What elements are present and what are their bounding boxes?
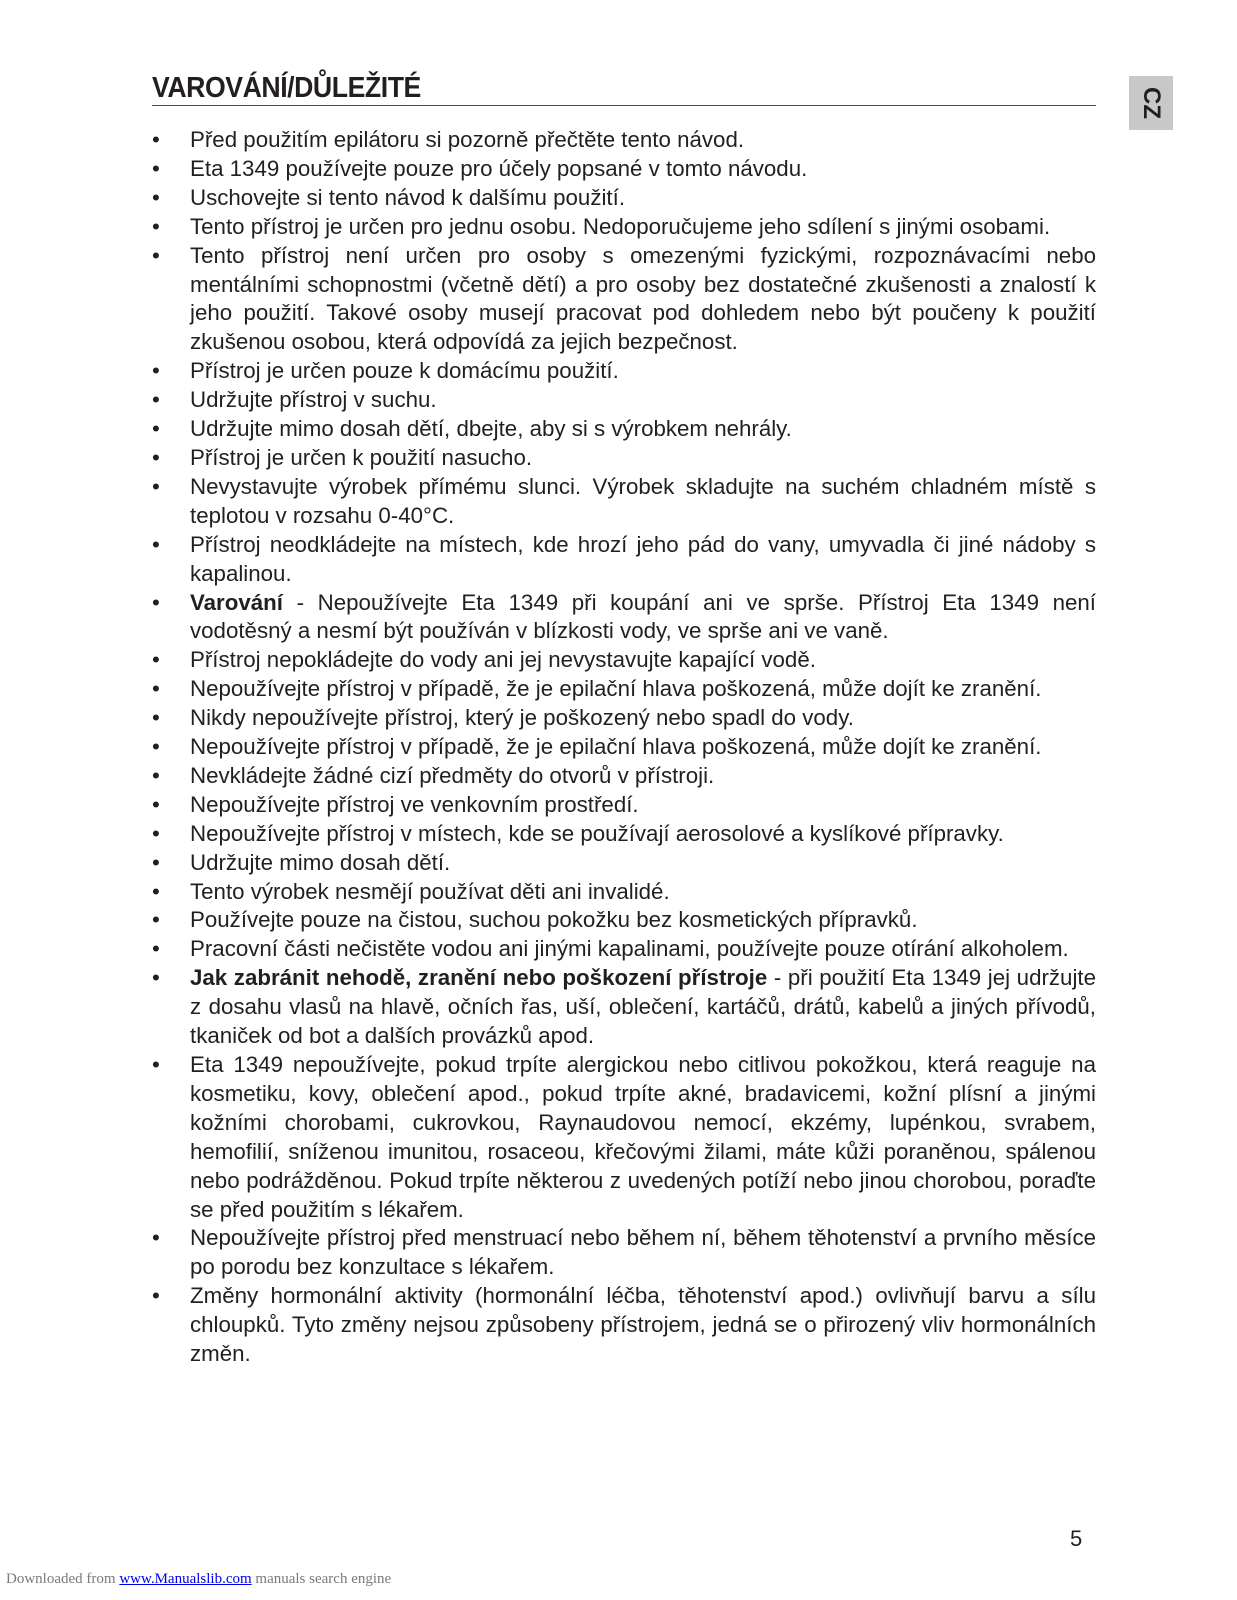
warning-item bbox=[152, 675, 1096, 704]
warning-item bbox=[152, 704, 1096, 733]
bullet-icon: • bbox=[152, 849, 160, 875]
page-number: 5 bbox=[1070, 1526, 1083, 1551]
warning-item bbox=[152, 646, 1096, 675]
warning-item bbox=[152, 820, 1096, 849]
warning-item bbox=[152, 242, 1096, 358]
warning-item-text: Změny hormonální aktivity (hormonální léčba, těhotenství apod.) ovlivňují barvu a sílu chloupků. Tyto změny nejsou způsobeny přístrojem, jedná se o přirozený vliv hormonálních změn. bbox=[190, 1283, 1096, 1367]
bullet-icon: • bbox=[152, 213, 160, 239]
bullet-icon: • bbox=[152, 936, 160, 962]
warning-item-text: Používejte pouze na čistou, suchou pokožku bez kosmetických přípravků. bbox=[190, 907, 918, 933]
warning-item bbox=[152, 1282, 1096, 1369]
warning-item bbox=[152, 531, 1096, 589]
warning-item-text: Uschovejte si tento návod k dalšímu použití. bbox=[190, 184, 626, 210]
bullet-icon: • bbox=[152, 155, 160, 181]
warning-item-text: Tento přístroj není určen pro osoby s omezenými fyzickými, rozpoznávacími nebo mentálními schopnostmi (včetně dětí) a pro osoby bez dostatečné zkušenosti a znalostí k jeho použití. Takové osoby musejí pracovat pod dohledem nebo být poučeny k použití zkušenou osobou, která odpovídá za jejich bezpečnost. bbox=[190, 242, 1096, 355]
warning-item bbox=[152, 213, 1096, 242]
warning-item bbox=[152, 762, 1096, 791]
bullet-icon: • bbox=[152, 387, 160, 413]
bullet-icon: • bbox=[152, 1052, 160, 1077]
warning-item-text: Nepoužívejte přístroj v místech, kde se používají aerosolové a kyslíkové přípravky. bbox=[190, 820, 1004, 846]
warning-item bbox=[152, 849, 1096, 878]
warning-item-text: Přístroj je určen k použití nasucho. bbox=[190, 444, 533, 470]
bullet-icon: • bbox=[152, 762, 160, 788]
warning-item bbox=[152, 444, 1096, 473]
warning-item-text: Udržujte mimo dosah dětí, dbejte, aby si s výrobkem nehrály. bbox=[190, 416, 792, 442]
warning-item-text: Nevystavujte výrobek přímému slunci. Výrobek skladujte na suchém chladném místě s teplotou v rozsahu 0-40°C. bbox=[190, 473, 1096, 528]
language-tab bbox=[1129, 76, 1173, 130]
bullet-icon: • bbox=[152, 242, 160, 268]
warning-item bbox=[152, 1224, 1096, 1282]
warning-item bbox=[152, 733, 1096, 762]
warning-item-emphasis: Jak zabránit nehodě, zranění nebo poškození přístroje bbox=[190, 965, 768, 991]
warning-item-text: Před použitím epilátoru si pozorně přečtěte tento návod. bbox=[190, 127, 745, 152]
warning-item bbox=[152, 473, 1096, 531]
bullet-icon: • bbox=[152, 734, 160, 760]
warning-item-text: Pracovní části nečistěte vodou ani jinými kapalinami, používejte pouze otírání alkoholem. bbox=[190, 936, 1069, 962]
warning-item bbox=[152, 155, 1096, 184]
warning-item-text: Udržujte mimo dosah dětí. bbox=[190, 849, 451, 875]
bullet-icon: • bbox=[152, 791, 160, 817]
warning-item bbox=[152, 791, 1096, 820]
warning-item bbox=[152, 964, 1096, 1051]
bullet-icon: • bbox=[152, 1225, 160, 1251]
warning-item-emphasis: Varování bbox=[190, 589, 283, 615]
bullet-icon: • bbox=[152, 705, 160, 731]
warning-item-text: Tento výrobek nesmějí používat děti ani invalidé. bbox=[190, 878, 670, 904]
warning-item-text: Tento přístroj je určen pro jednu osobu. Nedoporučujeme jeho sdílení s jinými osobami. bbox=[190, 213, 1051, 239]
warning-item bbox=[152, 878, 1096, 907]
bullet-icon: • bbox=[152, 1283, 160, 1309]
bullet-icon: • bbox=[152, 878, 160, 904]
warning-item bbox=[152, 1051, 1096, 1224]
bullet-icon: • bbox=[152, 358, 160, 384]
page-title: VAROVÁNÍ/DŮLEŽITÉ bbox=[152, 72, 421, 104]
warning-item-text: - při použití Eta 1349 jej udržujte z dosahu vlasů na hlavě, očních řas, uší, oblečení, kartáčů, drátů, kabelů a jiných přívodů, tkaniček od bot a dalších provázků apod. bbox=[190, 965, 1096, 1049]
bullet-icon: • bbox=[152, 647, 160, 673]
bullet-icon: • bbox=[152, 589, 160, 615]
bullet-icon: • bbox=[152, 444, 160, 470]
warning-item-text: Nepoužívejte přístroj v případě, že je epilační hlava poškozená, může dojít ke zranění. bbox=[190, 676, 1042, 702]
warning-item-text: Nepoužívejte přístroj před menstruací nebo během ní, během těhotenství a prvního měsíce po porodu bez konzultace s lékařem. bbox=[190, 1225, 1096, 1280]
warning-item-text: Eta 1349 používejte pouze pro účely popsané v tomto návodu. bbox=[190, 155, 808, 181]
bullet-icon: • bbox=[152, 127, 160, 152]
bullet-icon: • bbox=[152, 820, 160, 846]
bullet-icon: • bbox=[152, 676, 160, 702]
bullet-icon: • bbox=[152, 531, 160, 557]
title-divider bbox=[152, 105, 1096, 106]
bullet-icon: • bbox=[152, 907, 160, 933]
footer-suffix: manuals search engine bbox=[251, 1571, 392, 1587]
warning-item-text: - Nepoužívejte Eta 1349 při koupání ani ve sprše. Přístroj Eta 1349 není vodotěsný a nesmí být používán v blízkosti vody, ve sprše ani ve vaně. bbox=[190, 589, 1096, 644]
warnings-list bbox=[152, 126, 1096, 1369]
bullet-icon: • bbox=[152, 473, 160, 499]
warning-item bbox=[152, 184, 1096, 213]
warning-item bbox=[152, 415, 1096, 444]
manualslib-link[interactable]: www.Manualslib.com bbox=[119, 1571, 252, 1587]
bullet-icon: • bbox=[152, 416, 160, 442]
warning-item bbox=[152, 906, 1096, 935]
warning-item bbox=[152, 357, 1096, 386]
warning-item-text: Nepoužívejte přístroj v případě, že je epilační hlava poškozená, může dojít ke zranění. bbox=[190, 734, 1042, 760]
bullet-icon: • bbox=[152, 965, 160, 991]
warning-item-text: Nevkládejte žádné cizí předměty do otvorů v přístroji. bbox=[190, 762, 715, 788]
warning-item-text: Udržujte přístroj v suchu. bbox=[190, 387, 437, 413]
warning-item bbox=[152, 589, 1096, 647]
warning-item bbox=[152, 386, 1096, 415]
warning-item-text: Nepoužívejte přístroj ve venkovním prostředí. bbox=[190, 791, 639, 817]
warning-item bbox=[152, 935, 1096, 964]
warning-item-text: Přístroj neodkládejte na místech, kde hrozí jeho pád do vany, umyvadla či jiné nádoby s kapalinou. bbox=[190, 531, 1096, 586]
download-footer bbox=[6, 1571, 391, 1588]
footer-prefix: Downloaded from bbox=[6, 1571, 120, 1587]
warning-item-text: Přístroj je určen pouze k domácímu použití. bbox=[190, 358, 619, 384]
language-tab-label: CZ bbox=[1138, 87, 1165, 119]
warning-item-text: Eta 1349 nepoužívejte, pokud trpíte alergickou nebo citlivou pokožkou, která reaguje na kosmetiku, kovy, oblečení apod., pokud trpíte akné, bradavicemi, kožní plísní a jinými kožními chorobami, cukrovkou, Raynaudovou nemocí, ekzémy, lupénkou, svrabem, hemofilií, sníženou imunitou, rosaceou, křečovými žilami, máte kůži poraněnou, spálenou nebo podrážděnou. Pokud trpíte některou z uvedených potíží nebo jinou chorobou, poraďte se před použitím s lékařem. bbox=[190, 1052, 1096, 1222]
warning-item bbox=[152, 126, 1096, 155]
bullet-icon: • bbox=[152, 184, 160, 210]
warning-item-text: Nikdy nepoužívejte přístroj, který je poškozený nebo spadl do vody. bbox=[190, 705, 854, 731]
warning-item-text: Přístroj nepokládejte do vody ani jej nevystavujte kapající vodě. bbox=[190, 647, 816, 673]
